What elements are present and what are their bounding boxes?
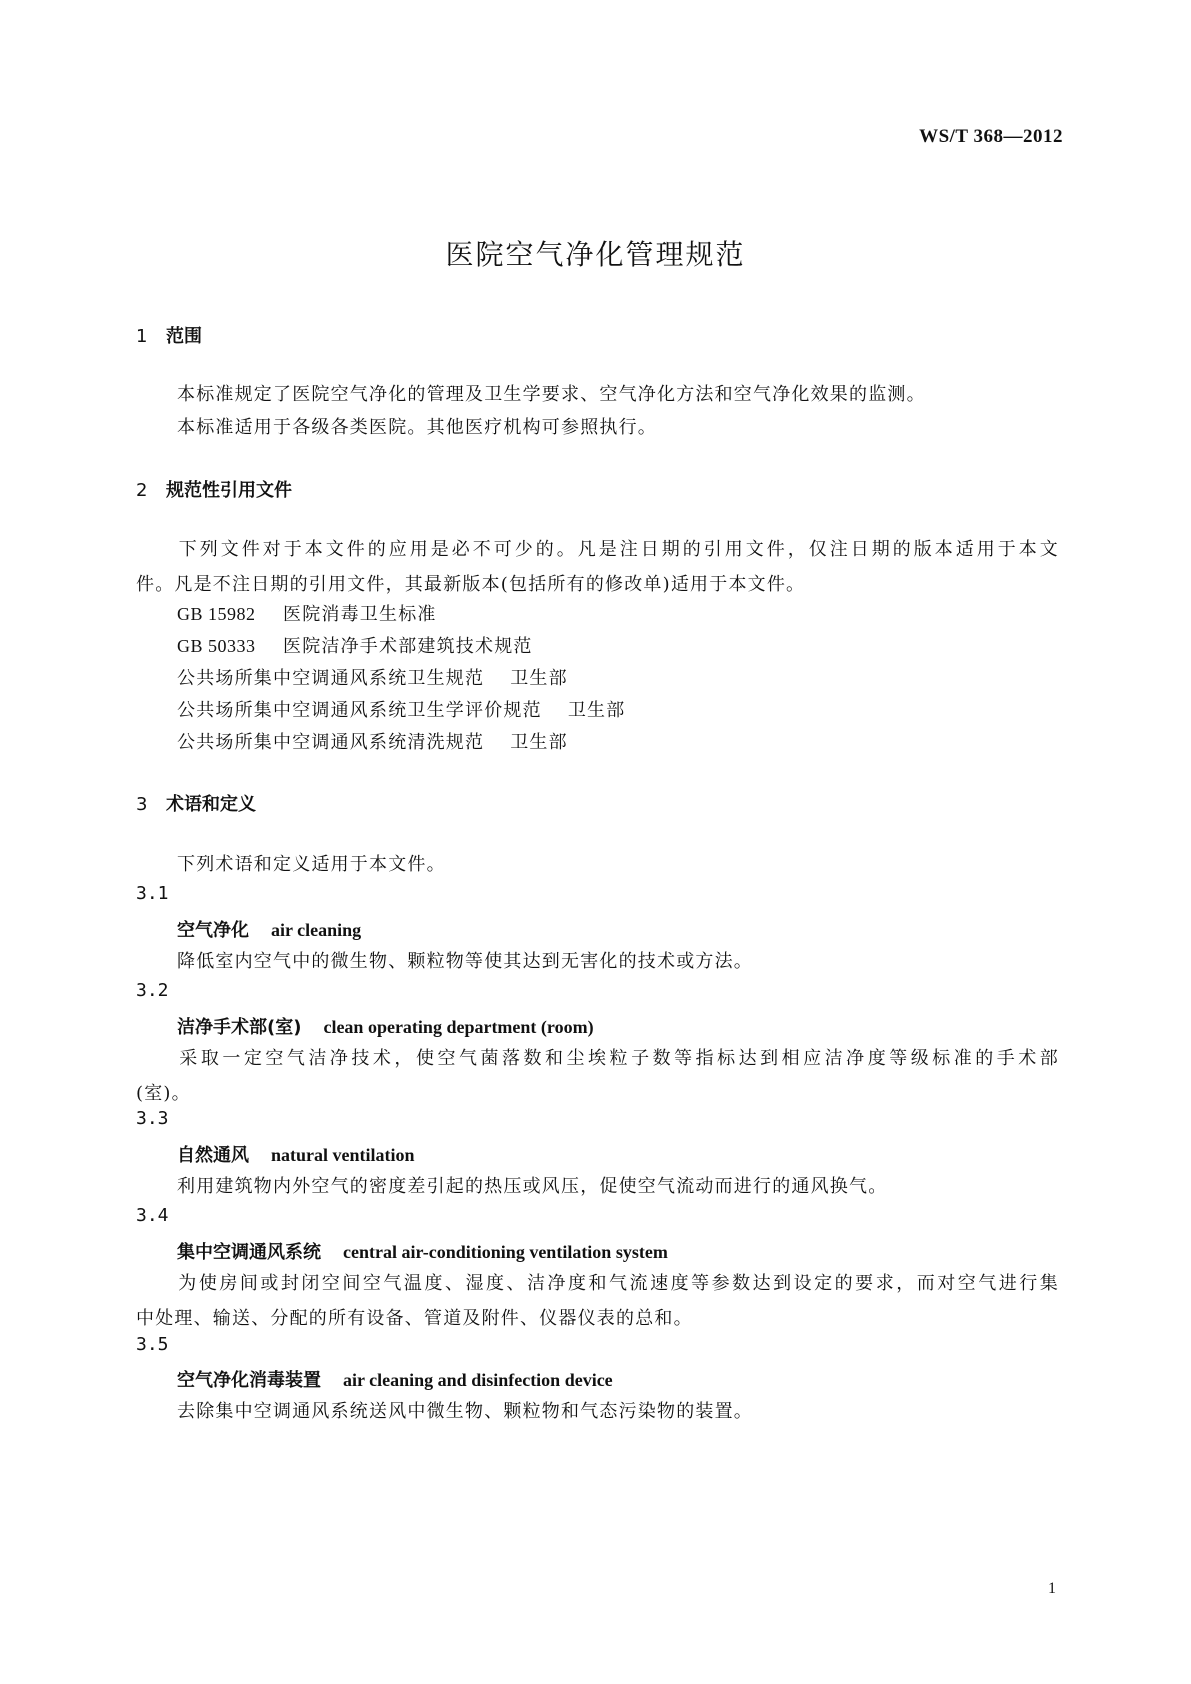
scope-paragraph-1: 本标准规定了医院空气净化的管理及卫生学要求、空气净化方法和空气净化效果的监测。 bbox=[177, 384, 926, 405]
clause-number: 3.5 bbox=[136, 1334, 169, 1355]
term-en: air cleaning and disinfection device bbox=[343, 1370, 613, 1390]
section-title: 范围 bbox=[166, 326, 202, 347]
term-definition bbox=[136, 1044, 1059, 1105]
term-en: air cleaning bbox=[271, 920, 362, 940]
references-intro-paragraph bbox=[136, 535, 1059, 596]
references-intro-line-1: 下列文件对于本文件的应用是必不可少的。凡是注日期的引用文件，仅注日期的版本适用于本文 bbox=[177, 539, 1059, 560]
clause-number: 3.2 bbox=[136, 980, 169, 1001]
clause-number: 3.1 bbox=[136, 883, 169, 904]
term-definition: 降低室内空气中的微生物、颗粒物等使其达到无害化的技术或方法。 bbox=[177, 951, 753, 972]
term-definition-line-2: 中处理、输送、分配的所有设备、管道及附件、仪器仪表的总和。 bbox=[136, 1308, 693, 1329]
term-heading bbox=[177, 1238, 668, 1264]
section-heading-terms-definitions bbox=[136, 790, 256, 816]
reference-org: 卫生部 bbox=[510, 668, 568, 689]
section-number: 3 bbox=[136, 794, 148, 815]
section-heading-scope bbox=[136, 322, 202, 348]
term-en: clean operating department (room) bbox=[323, 1017, 594, 1037]
section-number: 2 bbox=[136, 480, 148, 501]
term-heading bbox=[177, 1366, 613, 1392]
term-definition-line-1: 为使房间或封闭空间空气温度、湿度、洁净度和气流速度等参数达到设定的要求，而对空气进行集 bbox=[177, 1273, 1059, 1294]
terms-intro: 下列术语和定义适用于本文件。 bbox=[177, 854, 446, 875]
reference-title: 公共场所集中空调通风系统卫生学评价规范 bbox=[177, 700, 542, 721]
term-en: central air-conditioning ventilation system bbox=[343, 1242, 668, 1262]
reference-code: GB 50333 bbox=[177, 636, 256, 656]
reference-item bbox=[177, 632, 533, 658]
term-definition-line-2: (室)。 bbox=[136, 1083, 191, 1104]
term-cn: 自然通风 bbox=[177, 1145, 249, 1166]
term-heading bbox=[177, 1141, 415, 1167]
reference-item bbox=[177, 664, 568, 690]
reference-title: 公共场所集中空调通风系统卫生规范 bbox=[177, 668, 485, 689]
scope-paragraph-2: 本标准适用于各级各类医院。其他医疗机构可参照执行。 bbox=[177, 417, 657, 438]
clause-number: 3.3 bbox=[136, 1108, 169, 1129]
page-number: 1 bbox=[1048, 1580, 1056, 1597]
reference-code: GB 15982 bbox=[177, 604, 256, 624]
term-definition-line-1: 采取一定空气洁净技术，使空气菌落数和尘埃粒子数等指标达到相应洁净度等级标准的手术部 bbox=[177, 1048, 1059, 1069]
section-title: 规范性引用文件 bbox=[166, 480, 292, 501]
term-cn: 空气净化 bbox=[177, 920, 249, 941]
reference-title: 医院消毒卫生标准 bbox=[283, 604, 437, 625]
standard-code: WS/T 368—2012 bbox=[919, 126, 1063, 147]
term-en: natural ventilation bbox=[271, 1145, 415, 1165]
term-cn: 集中空调通风系统 bbox=[177, 1242, 321, 1263]
section-heading-normative-references bbox=[136, 476, 292, 502]
term-heading bbox=[177, 916, 361, 942]
references-intro-line-2: 件。凡是不注日期的引用文件，其最新版本(包括所有的修改单)适用于本文件。 bbox=[136, 574, 806, 595]
clause-number: 3.4 bbox=[136, 1205, 169, 1226]
reference-title: 医院洁净手术部建筑技术规范 bbox=[283, 636, 533, 657]
section-title: 术语和定义 bbox=[166, 794, 256, 815]
reference-item bbox=[177, 728, 568, 754]
term-definition bbox=[136, 1269, 1059, 1330]
reference-org: 卫生部 bbox=[510, 732, 568, 753]
document-title: 医院空气净化管理规范 bbox=[445, 238, 746, 271]
term-heading bbox=[177, 1013, 594, 1039]
reference-item bbox=[177, 696, 625, 722]
term-cn: 空气净化消毒装置 bbox=[177, 1370, 321, 1391]
term-definition: 去除集中空调通风系统送风中微生物、颗粒物和气态污染物的装置。 bbox=[177, 1401, 753, 1422]
reference-org: 卫生部 bbox=[567, 700, 626, 721]
reference-item bbox=[177, 600, 437, 626]
reference-title: 公共场所集中空调通风系统清洗规范 bbox=[177, 732, 485, 753]
term-cn: 洁净手术部(室) bbox=[177, 1017, 302, 1038]
term-definition: 利用建筑物内外空气的密度差引起的热压或风压，促使空气流动而进行的通风换气。 bbox=[177, 1176, 888, 1197]
section-number: 1 bbox=[136, 326, 148, 347]
